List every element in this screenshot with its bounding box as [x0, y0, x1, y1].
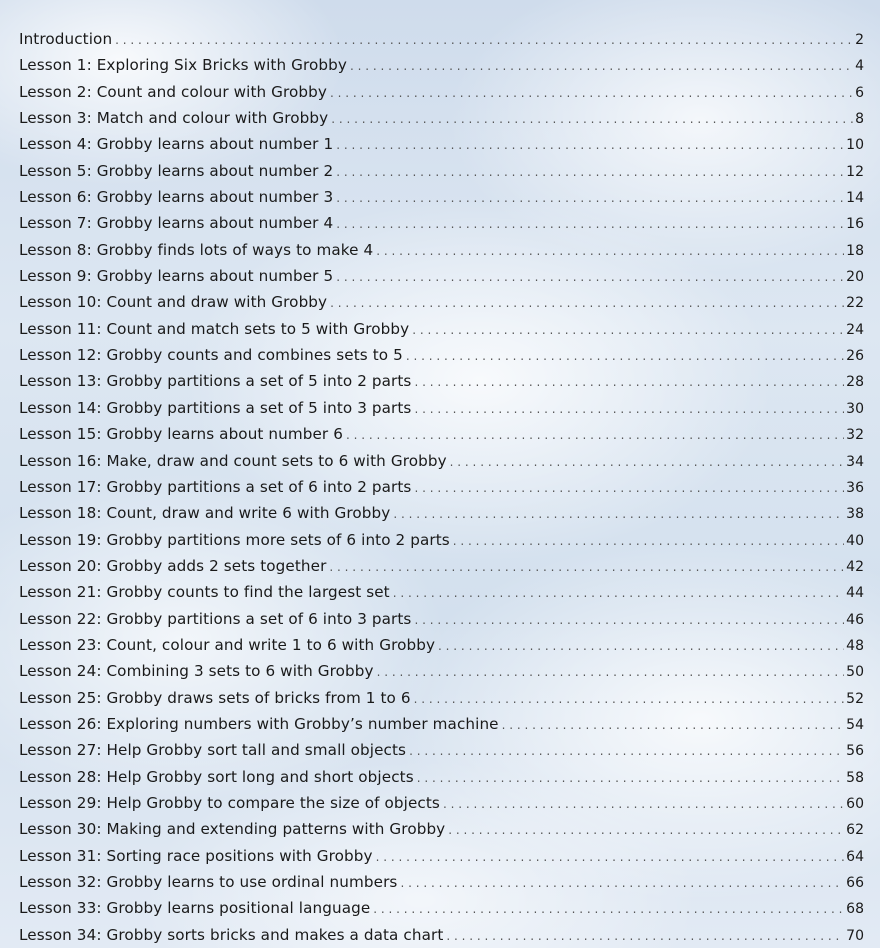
toc-dot-leader [377, 659, 845, 684]
toc-entry-title: Lesson 17: Grobby partitions a set of 6 into 2 parts [19, 477, 412, 496]
toc-entry-lesson-33[interactable] [19, 895, 864, 921]
toc-entry-title: Lesson 20: Grobby adds 2 sets together [19, 556, 327, 575]
toc-entry-page: 8 [855, 111, 864, 128]
toc-entry-lesson-23[interactable] [19, 632, 864, 658]
toc-entry-page: 36 [846, 479, 864, 496]
toc-entry-page: 12 [846, 163, 864, 180]
toc-entry-lesson-34[interactable] [19, 922, 864, 948]
toc-entry-page: 56 [846, 743, 864, 760]
toc-entry-lesson-13[interactable] [19, 368, 864, 394]
toc-dot-leader [450, 449, 845, 474]
toc-entry-page: 50 [846, 664, 864, 681]
toc-entry-page: 28 [846, 374, 864, 391]
toc-entry-lesson-16[interactable] [19, 448, 864, 474]
toc-dot-leader [446, 923, 844, 948]
toc-entry-page: 52 [846, 690, 864, 707]
toc-entry-page: 40 [846, 532, 864, 549]
toc-dot-leader [336, 185, 844, 210]
toc-dot-leader [417, 765, 844, 790]
toc-dot-leader [453, 528, 844, 553]
toc-dot-leader [406, 343, 844, 368]
toc-entry-title: Lesson 29: Help Grobby to compare the size of objects [19, 793, 440, 812]
toc-entry-title: Lesson 2: Count and colour with Grobby [19, 82, 327, 101]
toc-dot-leader [373, 896, 844, 921]
toc-entry-title: Lesson 25: Grobby draws sets of bricks from 1 to 6 [19, 688, 411, 707]
toc-dot-leader [376, 238, 844, 263]
toc-dot-leader [438, 633, 844, 658]
toc-entry-title: Lesson 15: Grobby learns about number 6 [19, 425, 343, 444]
toc-entry-title: Lesson 21: Grobby counts to find the largest set [19, 583, 390, 602]
toc-entry-title: Lesson 8: Grobby finds lots of ways to make 4 [19, 240, 374, 259]
toc-dot-leader [414, 475, 844, 500]
toc-entry-introduction[interactable] [19, 26, 864, 52]
toc-entry-page: 30 [846, 400, 864, 417]
toc-entry-lesson-12[interactable] [19, 342, 864, 368]
toc-dot-leader [400, 870, 844, 895]
toc-entry-title: Lesson 24: Combining 3 sets to 6 with Grobby [19, 662, 374, 681]
toc-entry-title: Lesson 13: Grobby partitions a set of 5 into 2 parts [19, 372, 412, 391]
toc-entry-title: Lesson 18: Count, draw and write 6 with Grobby [19, 504, 391, 523]
toc-dot-leader [115, 27, 853, 52]
toc-entry-page: 68 [846, 901, 864, 918]
toc-dot-leader [336, 159, 844, 184]
toc-entry-title: Lesson 7: Grobby learns about number 4 [19, 214, 334, 233]
toc-entry-page: 6 [855, 84, 864, 101]
toc-entry-lesson-6[interactable] [19, 184, 864, 210]
toc-entry-title: Lesson 26: Exploring numbers with Grobby’s number machine [19, 714, 499, 733]
toc-entry-lesson-17[interactable] [19, 474, 864, 500]
toc-entry-title: Lesson 11: Count and match sets to 5 with Grobby [19, 319, 410, 338]
toc-entry-title: Lesson 32: Grobby learns to use ordinal numbers [19, 873, 398, 891]
toc-entry-lesson-24[interactable] [19, 658, 864, 684]
toc-entry-title: Lesson 28: Help Grobby sort long and short objects [19, 767, 414, 786]
table-of-contents [19, 26, 864, 948]
toc-entry-title: Lesson 22: Grobby partitions a set of 6 into 3 parts [19, 609, 412, 628]
toc-dot-leader [414, 369, 844, 394]
toc-dot-leader [409, 738, 844, 763]
toc-entry-lesson-2[interactable] [19, 79, 864, 105]
toc-dot-leader [412, 317, 844, 342]
toc-entry-title: Lesson 3: Match and colour with Grobby [19, 109, 329, 128]
toc-entry-page: 62 [846, 822, 864, 839]
toc-entry-lesson-29[interactable] [19, 790, 864, 816]
toc-entry-page: 54 [846, 716, 864, 733]
toc-entry-lesson-1[interactable] [19, 52, 864, 78]
toc-entry-title: Lesson 4: Grobby learns about number 1 [19, 135, 334, 154]
toc-entry-lesson-14[interactable] [19, 395, 864, 421]
toc-dot-leader [336, 132, 844, 157]
toc-entry-title: Lesson 31: Sorting race positions with Grobby [19, 846, 373, 865]
toc-entry-lesson-22[interactable] [19, 606, 864, 632]
toc-entry-lesson-10[interactable] [19, 289, 864, 315]
toc-entry-lesson-32[interactable] [19, 869, 864, 895]
toc-entry-lesson-3[interactable] [19, 105, 864, 131]
toc-entry-page: 66 [846, 875, 864, 891]
toc-entry-lesson-27[interactable] [19, 737, 864, 763]
toc-entry-lesson-21[interactable] [19, 579, 864, 605]
toc-dot-leader [393, 580, 844, 605]
toc-entry-lesson-31[interactable] [19, 843, 864, 869]
toc-dot-leader [331, 106, 853, 131]
toc-entry-page: 20 [846, 269, 864, 286]
toc-dot-leader [329, 554, 844, 579]
toc-entry-lesson-30[interactable] [19, 816, 864, 842]
toc-entry-title: Lesson 33: Grobby learns positional language [19, 899, 371, 918]
toc-entry-page: 32 [846, 427, 864, 444]
toc-entry-title: Introduction [19, 30, 113, 48]
toc-dot-leader [330, 290, 844, 315]
toc-entry-lesson-8[interactable] [19, 237, 864, 263]
toc-entry-title: Lesson 1: Exploring Six Bricks with Grobby [19, 56, 347, 75]
toc-dot-leader [350, 53, 853, 78]
toc-entry-lesson-28[interactable] [19, 764, 864, 790]
toc-entry-title: Lesson 19: Grobby partitions more sets of 6 into 2 parts [19, 530, 450, 549]
toc-dot-leader [414, 396, 844, 421]
toc-entry-lesson-26[interactable] [19, 711, 864, 737]
toc-entry-page: 48 [846, 637, 864, 654]
toc-entry-title: Lesson 12: Grobby counts and combines sets to 5 [19, 346, 403, 365]
toc-entry-title: Lesson 30: Making and extending patterns with Grobby [19, 820, 446, 839]
toc-entry-page: 38 [846, 506, 864, 523]
toc-entry-page: 26 [846, 348, 864, 365]
toc-dot-leader [336, 264, 844, 289]
toc-dot-leader [502, 712, 845, 737]
toc-entry-page: 18 [846, 242, 864, 259]
toc-entry-title: Lesson 6: Grobby learns about number 3 [19, 188, 334, 207]
toc-entry-page: 24 [846, 321, 864, 338]
toc-entry-lesson-20[interactable] [19, 553, 864, 579]
toc-entry-title: Lesson 16: Make, draw and count sets to 6 with Grobby [19, 451, 447, 470]
toc-entry-lesson-9[interactable] [19, 263, 864, 289]
toc-entry-title: Lesson 9: Grobby learns about number 5 [19, 267, 334, 286]
toc-entry-page: 16 [846, 216, 864, 233]
toc-entry-page: 58 [846, 769, 864, 786]
toc-entry-page: 60 [846, 795, 864, 812]
toc-entry-page: 10 [846, 137, 864, 154]
toc-dot-leader [448, 817, 844, 842]
toc-entry-page: 4 [855, 58, 864, 75]
toc-entry-page: 14 [846, 190, 864, 207]
toc-dot-leader [336, 211, 844, 236]
toc-entry-title: Lesson 14: Grobby partitions a set of 5 into 3 parts [19, 398, 412, 417]
toc-dot-leader [346, 422, 844, 447]
toc-entry-lesson-18[interactable] [19, 500, 864, 526]
toc-entry-page: 42 [846, 558, 864, 575]
toc-entry-lesson-19[interactable] [19, 527, 864, 553]
toc-entry-title: Lesson 5: Grobby learns about number 2 [19, 161, 334, 180]
toc-dot-leader [414, 607, 844, 632]
toc-entry-page: 34 [846, 453, 864, 470]
toc-dot-leader [376, 844, 845, 869]
toc-dot-leader [393, 501, 844, 526]
toc-entry-lesson-4[interactable] [19, 131, 864, 157]
toc-dot-leader [443, 791, 844, 816]
toc-entry-page: 22 [846, 295, 864, 312]
toc-entry-lesson-15[interactable] [19, 421, 864, 447]
toc-entry-lesson-11[interactable] [19, 316, 864, 342]
toc-entry-page: 44 [846, 585, 864, 602]
toc-entry-title: Lesson 34: Grobby sorts bricks and makes a data chart [19, 925, 444, 944]
toc-entry-lesson-7[interactable] [19, 210, 864, 236]
toc-entry-page: 46 [846, 611, 864, 628]
toc-entry-lesson-25[interactable] [19, 685, 864, 711]
toc-dot-leader [330, 80, 853, 105]
toc-entry-page: 2 [855, 32, 864, 48]
toc-entry-title: Lesson 23: Count, colour and write 1 to 6 with Grobby [19, 635, 436, 654]
toc-entry-title: Lesson 27: Help Grobby sort tall and small objects [19, 741, 407, 760]
toc-dot-leader [414, 686, 845, 711]
toc-entry-page: 70 [846, 927, 864, 944]
toc-entry-title: Lesson 10: Count and draw with Grobby [19, 293, 328, 312]
toc-entry-page: 64 [846, 848, 864, 865]
toc-entry-lesson-5[interactable] [19, 158, 864, 184]
